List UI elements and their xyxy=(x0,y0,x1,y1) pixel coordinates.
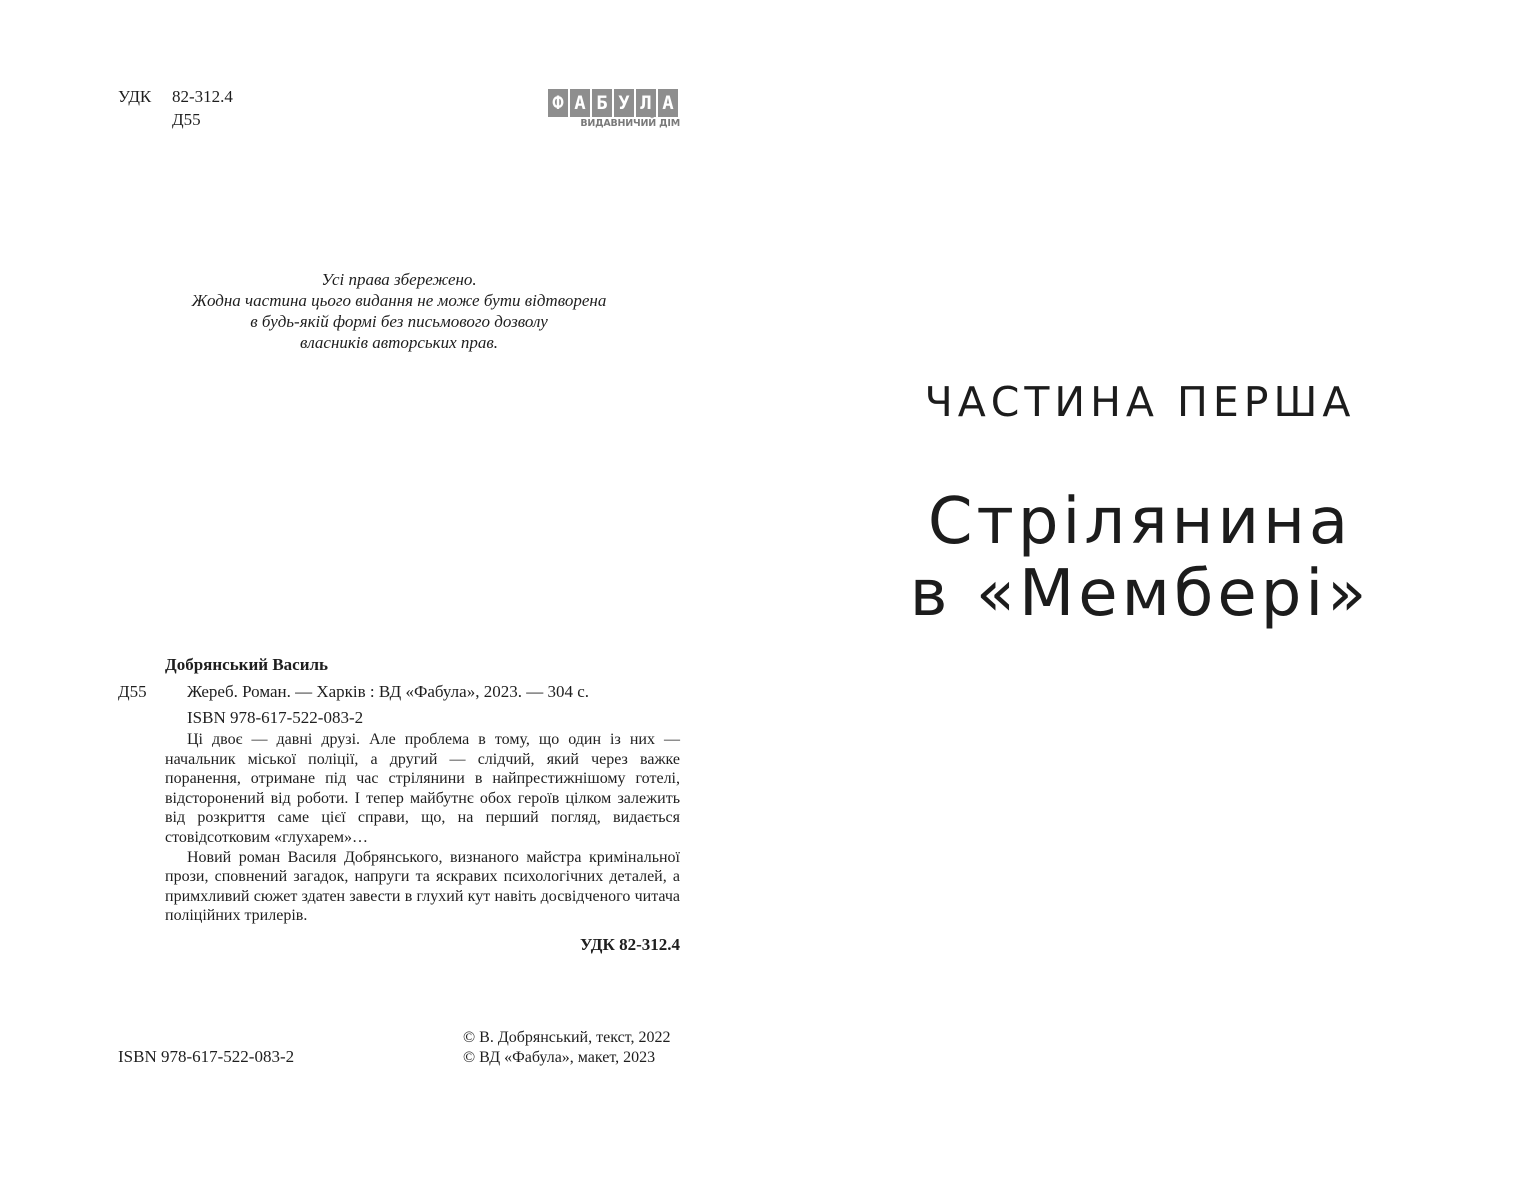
logo-letters xyxy=(548,89,680,117)
copyright-layout: © ВД «Фабула», макет, 2023 xyxy=(463,1049,656,1066)
rights-line: в будь-якій формі без письмового дозволу xyxy=(250,312,548,331)
catalog-sign: Д55 xyxy=(118,682,147,701)
book-description xyxy=(165,730,680,926)
catalog-isbn: ISBN 978-617-522-083-2 xyxy=(187,708,364,727)
logo-letter: А xyxy=(658,89,678,117)
logo-subtitle: ВИДАВНИЧИЙ ДІМ xyxy=(580,118,680,129)
logo-letter: Б xyxy=(592,89,612,117)
udk-value: 82-312.4 xyxy=(172,87,233,106)
catalog-udk: УДК 82-312.4 xyxy=(580,935,680,954)
rights-notice xyxy=(160,269,638,353)
logo-letter: А xyxy=(570,89,590,117)
logo-letter: Ф xyxy=(548,89,568,117)
catalog-entry: Жереб. Роман. — Харків : ВД «Фабула», 2023. — 304 с. xyxy=(187,682,589,701)
publisher-logo xyxy=(548,89,680,129)
rights-line: власників авторських прав. xyxy=(299,333,499,352)
chapter-title-line: в «Мембері» xyxy=(909,557,1371,631)
chapter-title xyxy=(840,486,1440,630)
catalog-author: Добрянський Василь xyxy=(165,655,329,674)
part-heading: ЧАСТИНА ПЕРША xyxy=(924,378,1356,426)
chapter-title-line: Стрілянина xyxy=(927,485,1353,559)
rights-line: Жодна частина цього видання не може бути відтворена xyxy=(191,291,607,310)
udk-label: УДК xyxy=(118,87,152,106)
description-paragraph: Ці двоє — давні друзі. Але проблема в тому, що один із них — начальник міської поліції, а другий — слідчий, який через важке поранення, отримане під час стрілянини в найпрестижнішому готелі, відсторонений від роботи. І тепер майбутнє обох героїв цілком залежить від розкриття саме цієї справи, що, на перший погляд, видається стовідсотковим «глухарем»… xyxy=(165,731,680,846)
description-paragraph: Новий роман Василя Добрянського, визнаного майстра кримінальної прози, сповнений загадок, напруги та яскравих психологічних деталей, а примхливий сюжет здатен завести в глухий кут навіть досвідченого читача поліційних трилерів. xyxy=(165,848,680,925)
author-sign: Д55 xyxy=(172,110,201,129)
rights-line: Усі права збережено. xyxy=(321,270,477,289)
copyright-text: © В. Добрянський, текст, 2022 xyxy=(463,1029,671,1046)
logo-letter: Л xyxy=(636,89,656,117)
logo-letter: У xyxy=(614,89,634,117)
footer-isbn: ISBN 978-617-522-083-2 xyxy=(118,1047,295,1066)
